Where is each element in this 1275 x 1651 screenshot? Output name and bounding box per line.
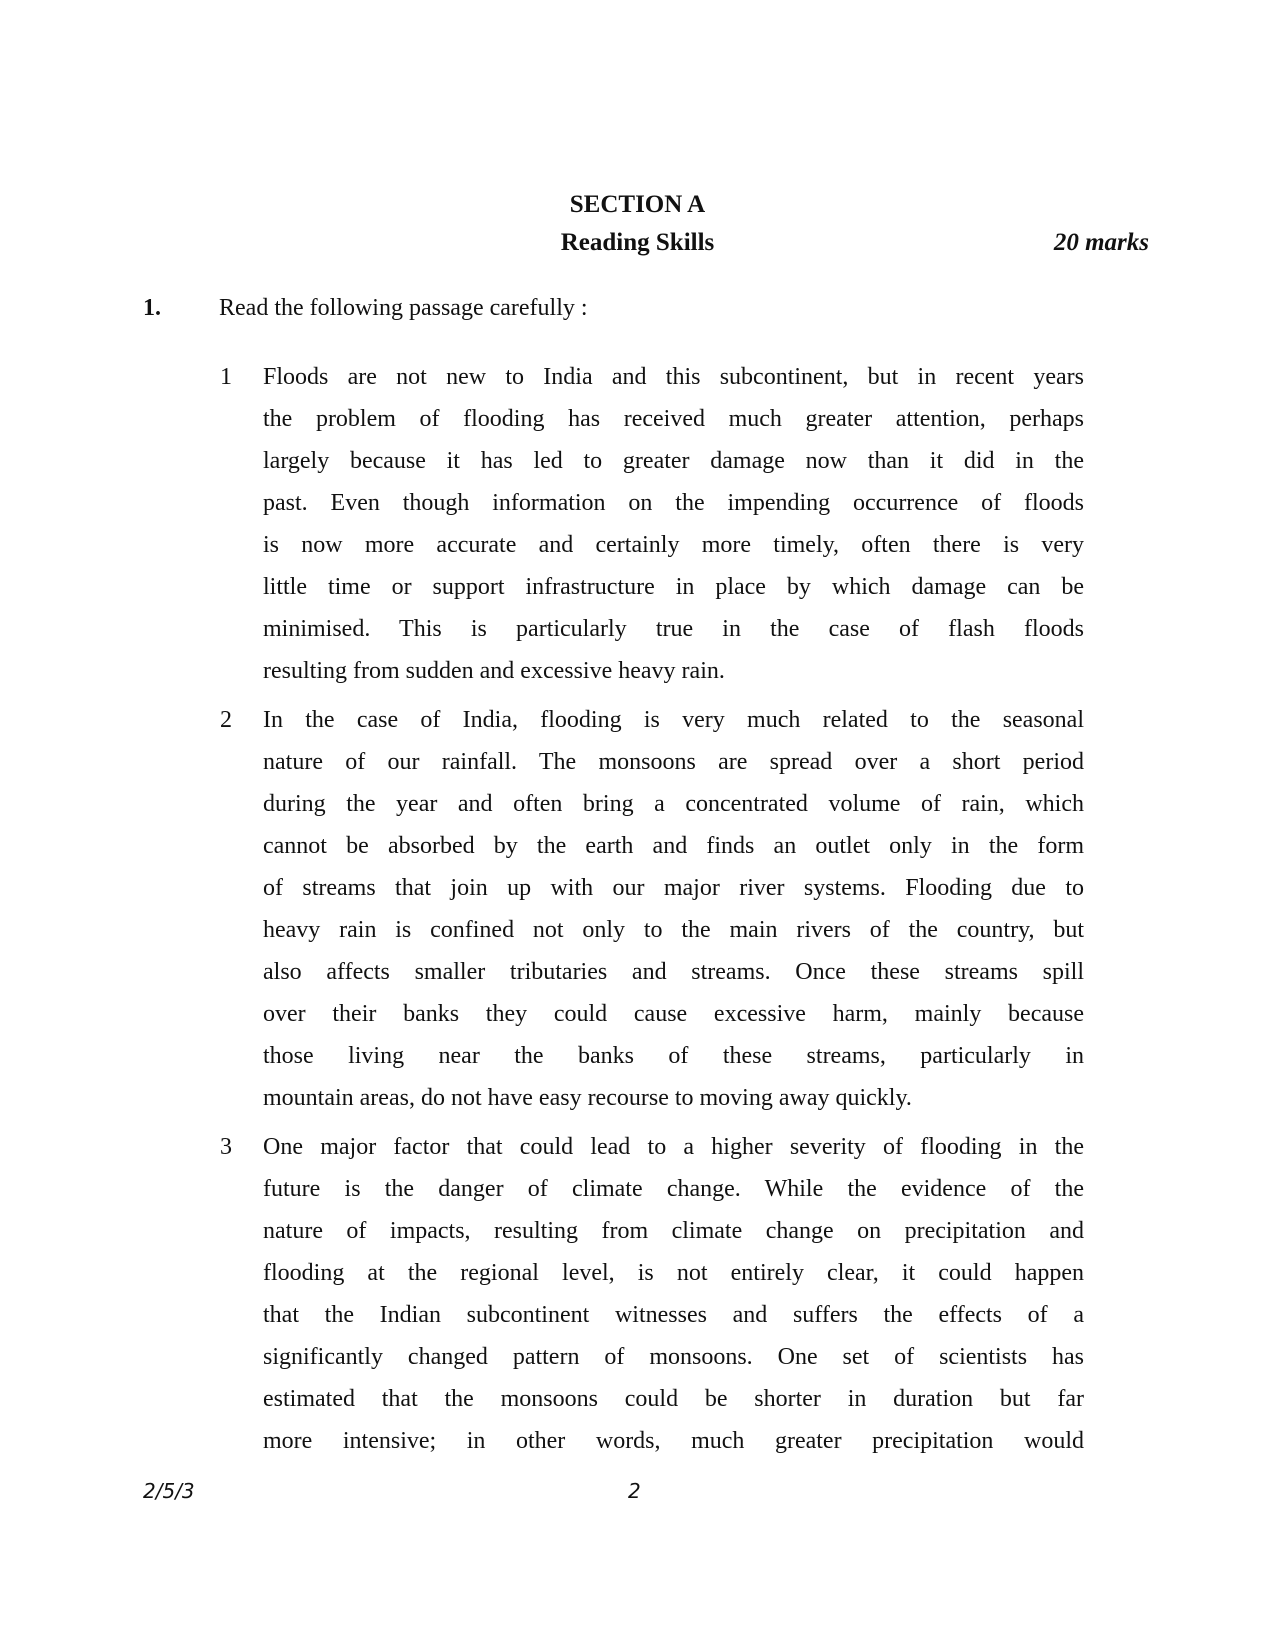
paragraph-line: One major factor that could lead to a higher severity of flooding in the bbox=[263, 1134, 1084, 1160]
marks-label: 20 marks bbox=[1053, 229, 1149, 256]
section-title: SECTION A bbox=[569, 191, 706, 218]
paragraph-line: estimated that the monsoons could be shorter in duration but far bbox=[263, 1386, 1084, 1412]
paragraph-line: during the year and often bring a concentrated volume of rain, which bbox=[263, 791, 1084, 817]
paragraph-line: minimised. This is particularly true in the case of flash floods bbox=[263, 616, 1084, 642]
paragraph-line: largely because it has led to greater damage now than it did in the bbox=[263, 448, 1084, 474]
paragraph-line: nature of impacts, resulting from climate change on precipitation and bbox=[263, 1218, 1084, 1244]
question-number: 1. bbox=[143, 295, 161, 321]
question-instruction: Read the following passage carefully : bbox=[219, 295, 588, 321]
paragraph-line: those living near the banks of these streams, particularly in bbox=[263, 1043, 1084, 1069]
paragraph-line: more intensive; in other words, much greater precipitation would bbox=[263, 1428, 1084, 1454]
paragraph-text bbox=[263, 356, 1084, 692]
paragraph-number: 2 bbox=[220, 707, 232, 733]
paragraph-line: little time or support infrastructure in place by which damage can be bbox=[263, 574, 1084, 600]
paragraph-line: In the case of India, flooding is very much related to the seasonal bbox=[263, 707, 1084, 733]
paragraph-text bbox=[263, 699, 1084, 1119]
passage-paragraph-2 bbox=[220, 699, 1084, 1119]
paragraph-line: past. Even though information on the impending occurrence of floods bbox=[263, 490, 1084, 516]
paragraph-number: 3 bbox=[220, 1134, 232, 1160]
paragraph-line: heavy rain is confined not only to the main rivers of the country, but bbox=[263, 917, 1084, 943]
section-subtitle: Reading Skills bbox=[560, 229, 715, 256]
paragraph-line: flooding at the regional level, is not entirely clear, it could happen bbox=[263, 1260, 1084, 1286]
passage-paragraph-1 bbox=[220, 356, 1084, 692]
paragraph-line: cannot be absorbed by the earth and finds an outlet only in the form bbox=[263, 833, 1084, 859]
passage bbox=[220, 356, 1084, 1469]
paragraph-line: future is the danger of climate change. While the evidence of the bbox=[263, 1176, 1084, 1202]
paragraph-line: resulting from sudden and excessive heavy rain. bbox=[263, 658, 725, 684]
paragraph-line: also affects smaller tributaries and streams. Once these streams spill bbox=[263, 959, 1084, 985]
paragraph-line: over their banks they could cause excessive harm, mainly because bbox=[263, 1001, 1084, 1027]
paragraph-text bbox=[263, 1126, 1084, 1462]
paragraph-number: 1 bbox=[220, 364, 232, 390]
footer-page-number: 2 bbox=[628, 1479, 641, 1503]
paragraph-line: of streams that join up with our major river systems. Flooding due to bbox=[263, 875, 1084, 901]
paragraph-line: that the Indian subcontinent witnesses and suffers the effects of a bbox=[263, 1302, 1084, 1328]
paragraph-line: the problem of flooding has received much greater attention, perhaps bbox=[263, 406, 1084, 432]
paragraph-line: mountain areas, do not have easy recourse to moving away quickly. bbox=[263, 1085, 912, 1111]
paragraph-line: is now more accurate and certainly more timely, often there is very bbox=[263, 532, 1084, 558]
paragraph-line: significantly changed pattern of monsoons. One set of scientists has bbox=[263, 1344, 1084, 1370]
paragraph-line: nature of our rainfall. The monsoons are spread over a short period bbox=[263, 749, 1084, 775]
footer-paper-code: 2/5/3 bbox=[143, 1479, 195, 1503]
passage-paragraph-3 bbox=[220, 1126, 1084, 1462]
paragraph-line: Floods are not new to India and this subcontinent, but in recent years bbox=[263, 364, 1084, 390]
